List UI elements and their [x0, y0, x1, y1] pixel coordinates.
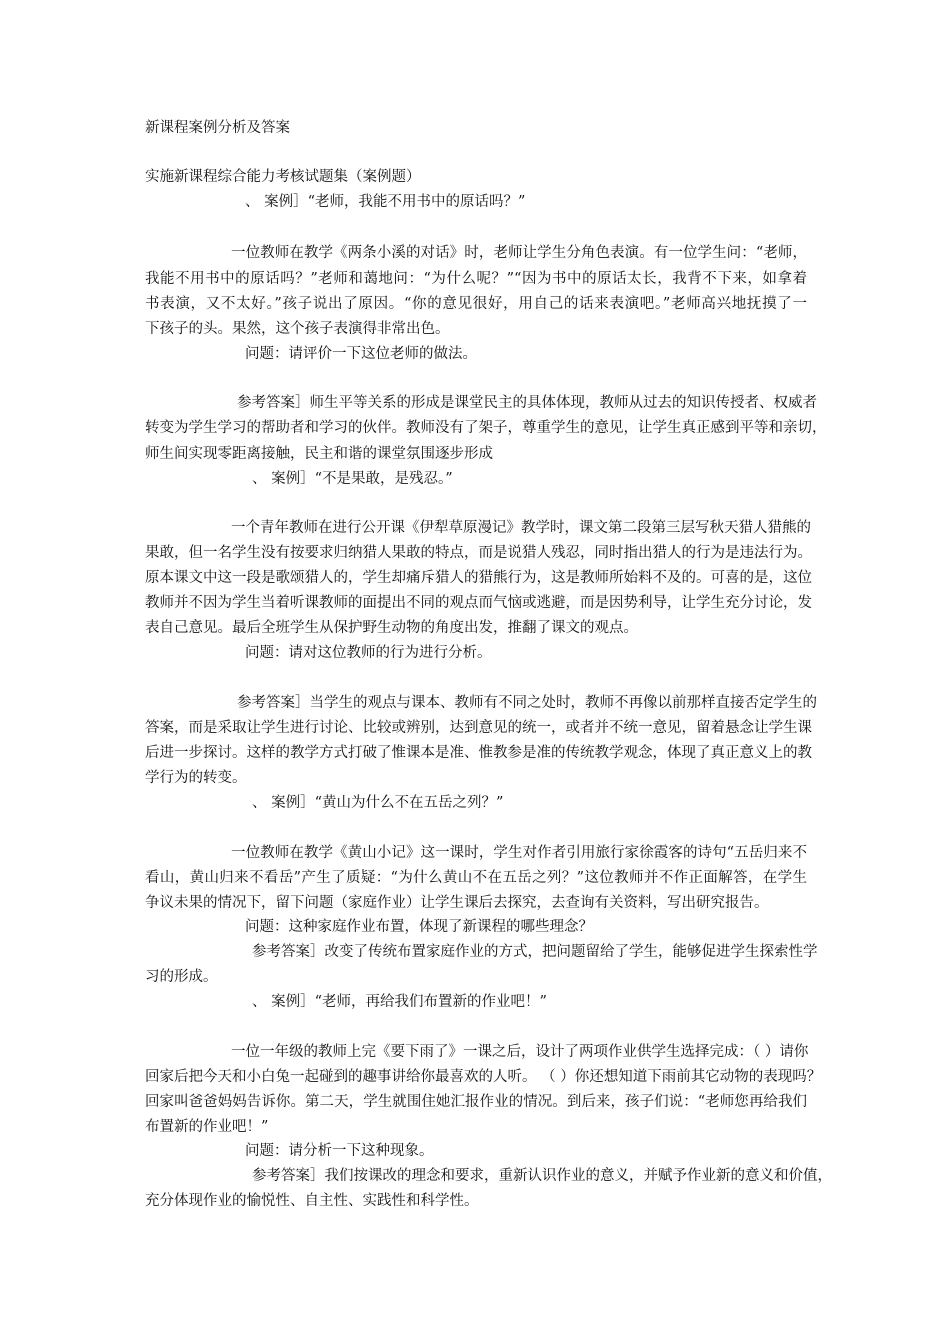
case-answer-line: 参考答案］我们按课改的理念和要求，重新认识作业的意义，并赋予作业新的意义和价值， — [252, 1168, 832, 1184]
case-body-line: 一位教师在教学《黄山小记》这一课时，学生对作者引用旅行家徐霞客的诗句“五岳归来不 — [231, 845, 807, 861]
case-answer-line: 充分体现作业的愉悦性、自主性、实践性和科学性。 — [145, 1193, 479, 1209]
case-body-line: 一位一年级的教师上完《要下雨了》一课之后，设计了两项作业供学生选择完成：（ ）请你 — [231, 1044, 809, 1060]
case-answer-line: 习的形成。 — [145, 969, 218, 985]
case-body-line: 下孩子的头。果然，这个孩子表演得非常出色。 — [145, 321, 450, 337]
case-body-line: 看山，黄山归来不看岳”产生了质疑：“为什么黄山不在五岳之列？”这位教师并不作正面解答，在学生 — [145, 870, 807, 886]
case-body-line: 书表演，又不太好。”孩子说出了原因。“你的意见很好，用自己的话来表演吧。”老师高兴地抚摸了一 — [145, 296, 807, 312]
case-answer-line: 参考答案］改变了传统布置家庭作业的方式，把问题留给了学生，能够促进学生探索性学 — [252, 944, 818, 960]
case-body-line: 一个青年教师在进行公开课《伊犁草原漫记》教学时，课文第二段第三层写秋天猎人猎熊的 — [231, 520, 811, 536]
case-body-line: 回家后把今天和小白兔一起碰到的趣事讲给你最喜欢的人听。 （ ）你还想知道下雨前其它动物的表现吗？ — [145, 1069, 822, 1085]
case-question: 问题：这种家庭作业布置，体现了新课程的哪些理念？ — [245, 919, 593, 935]
case-answer-line: 答案，而是采取让学生进行讨论、比较或辨别，达到意见的统一，或者并不统一意见，留着悬念让学生课 — [145, 720, 812, 736]
case-heading: 、 案例］“老师，我能不用书中的原话吗？” — [245, 194, 526, 210]
case-body-line: 原本课文中这一段是歌颂猎人的，学生却痛斥猎人的猎熊行为，这是教师所始料不及的。可喜的是，这位 — [145, 570, 812, 586]
case-body-line: 我能不用书中的原话吗？”老师和蔼地问：“为什么呢？”“因为书中的原话太长，我背不下来，如拿着 — [145, 271, 807, 287]
case-heading: 、 案例］“黄山为什么不在五岳之列？” — [252, 795, 504, 811]
case-answer-line: 参考答案］师生平等关系的形成是课堂民主的具体体现，教师从过去的知识传授者、权威者 — [237, 395, 817, 411]
page-subtitle: 实施新课程综合能力考核试题集（案例题） — [145, 169, 421, 185]
case-question: 问题：请评价一下这位老师的做法。 — [245, 346, 477, 362]
case-answer-line: 师生间实现零距离接触，民主和谐的课堂氛围逐步形成 — [145, 446, 493, 462]
case-answer-line: 学行为的转变。 — [145, 770, 247, 786]
case-question: 问题：请对这位教师的行为进行分析。 — [245, 645, 492, 661]
case-answer-line: 后进一步探讨。这样的教学方式打破了惟课本是准、惟教参是准的传统教学观念，体现了真正意义上的教 — [145, 745, 812, 761]
case-body-line: 争议未果的情况下，留下问题（家庭作业）让学生课后去探究，去查询有关资料，写出研究报告。 — [145, 895, 769, 911]
case-answer-line: 转变为学生学习的帮助者和学习的伙伴。教师没有了架子，尊重学生的意见，让学生真正感到平等和亲切， — [145, 420, 827, 436]
case-body-line: 果敢，但一名学生没有按要求归纳猎人果敢的特点，而是说猎人残忍，同时指出猎人的行为是违法行为。 — [145, 545, 812, 561]
case-body-line: 教师并不因为学生当着听课教师的面提出不同的观点而气恼或逃避，而是因势利导，让学生充分讨论，发 — [145, 595, 812, 611]
case-body-line: 布置新的作业吧！” — [145, 1119, 269, 1135]
case-heading: 、 案例］“不是果敢，是残忍。” — [252, 471, 453, 487]
page-title: 新课程案例分析及答案 — [145, 120, 290, 136]
case-body-line: 回家叫爸爸妈妈告诉你。第二天，学生就围住她汇报作业的情况。到后来，孩子们说：“老师您再给我们 — [145, 1094, 807, 1110]
case-heading: 、 案例］“老师，再给我们布置新的作业吧！” — [252, 994, 547, 1010]
case-answer-line: 参考答案］当学生的观点与课本、教师有不同之处时，教师不再像以前那样直接否定学生的 — [237, 695, 817, 711]
case-body-line: 表自己意见。最后全班学生从保护野生动物的角度出发，推翻了课文的观点。 — [145, 620, 638, 636]
case-body-line: 一位教师在教学《两条小溪的对话》时，老师让学生分角色表演。有一位学生问：“老师， — [231, 245, 807, 261]
case-question: 问题：请分析一下这种现象。 — [245, 1143, 434, 1159]
